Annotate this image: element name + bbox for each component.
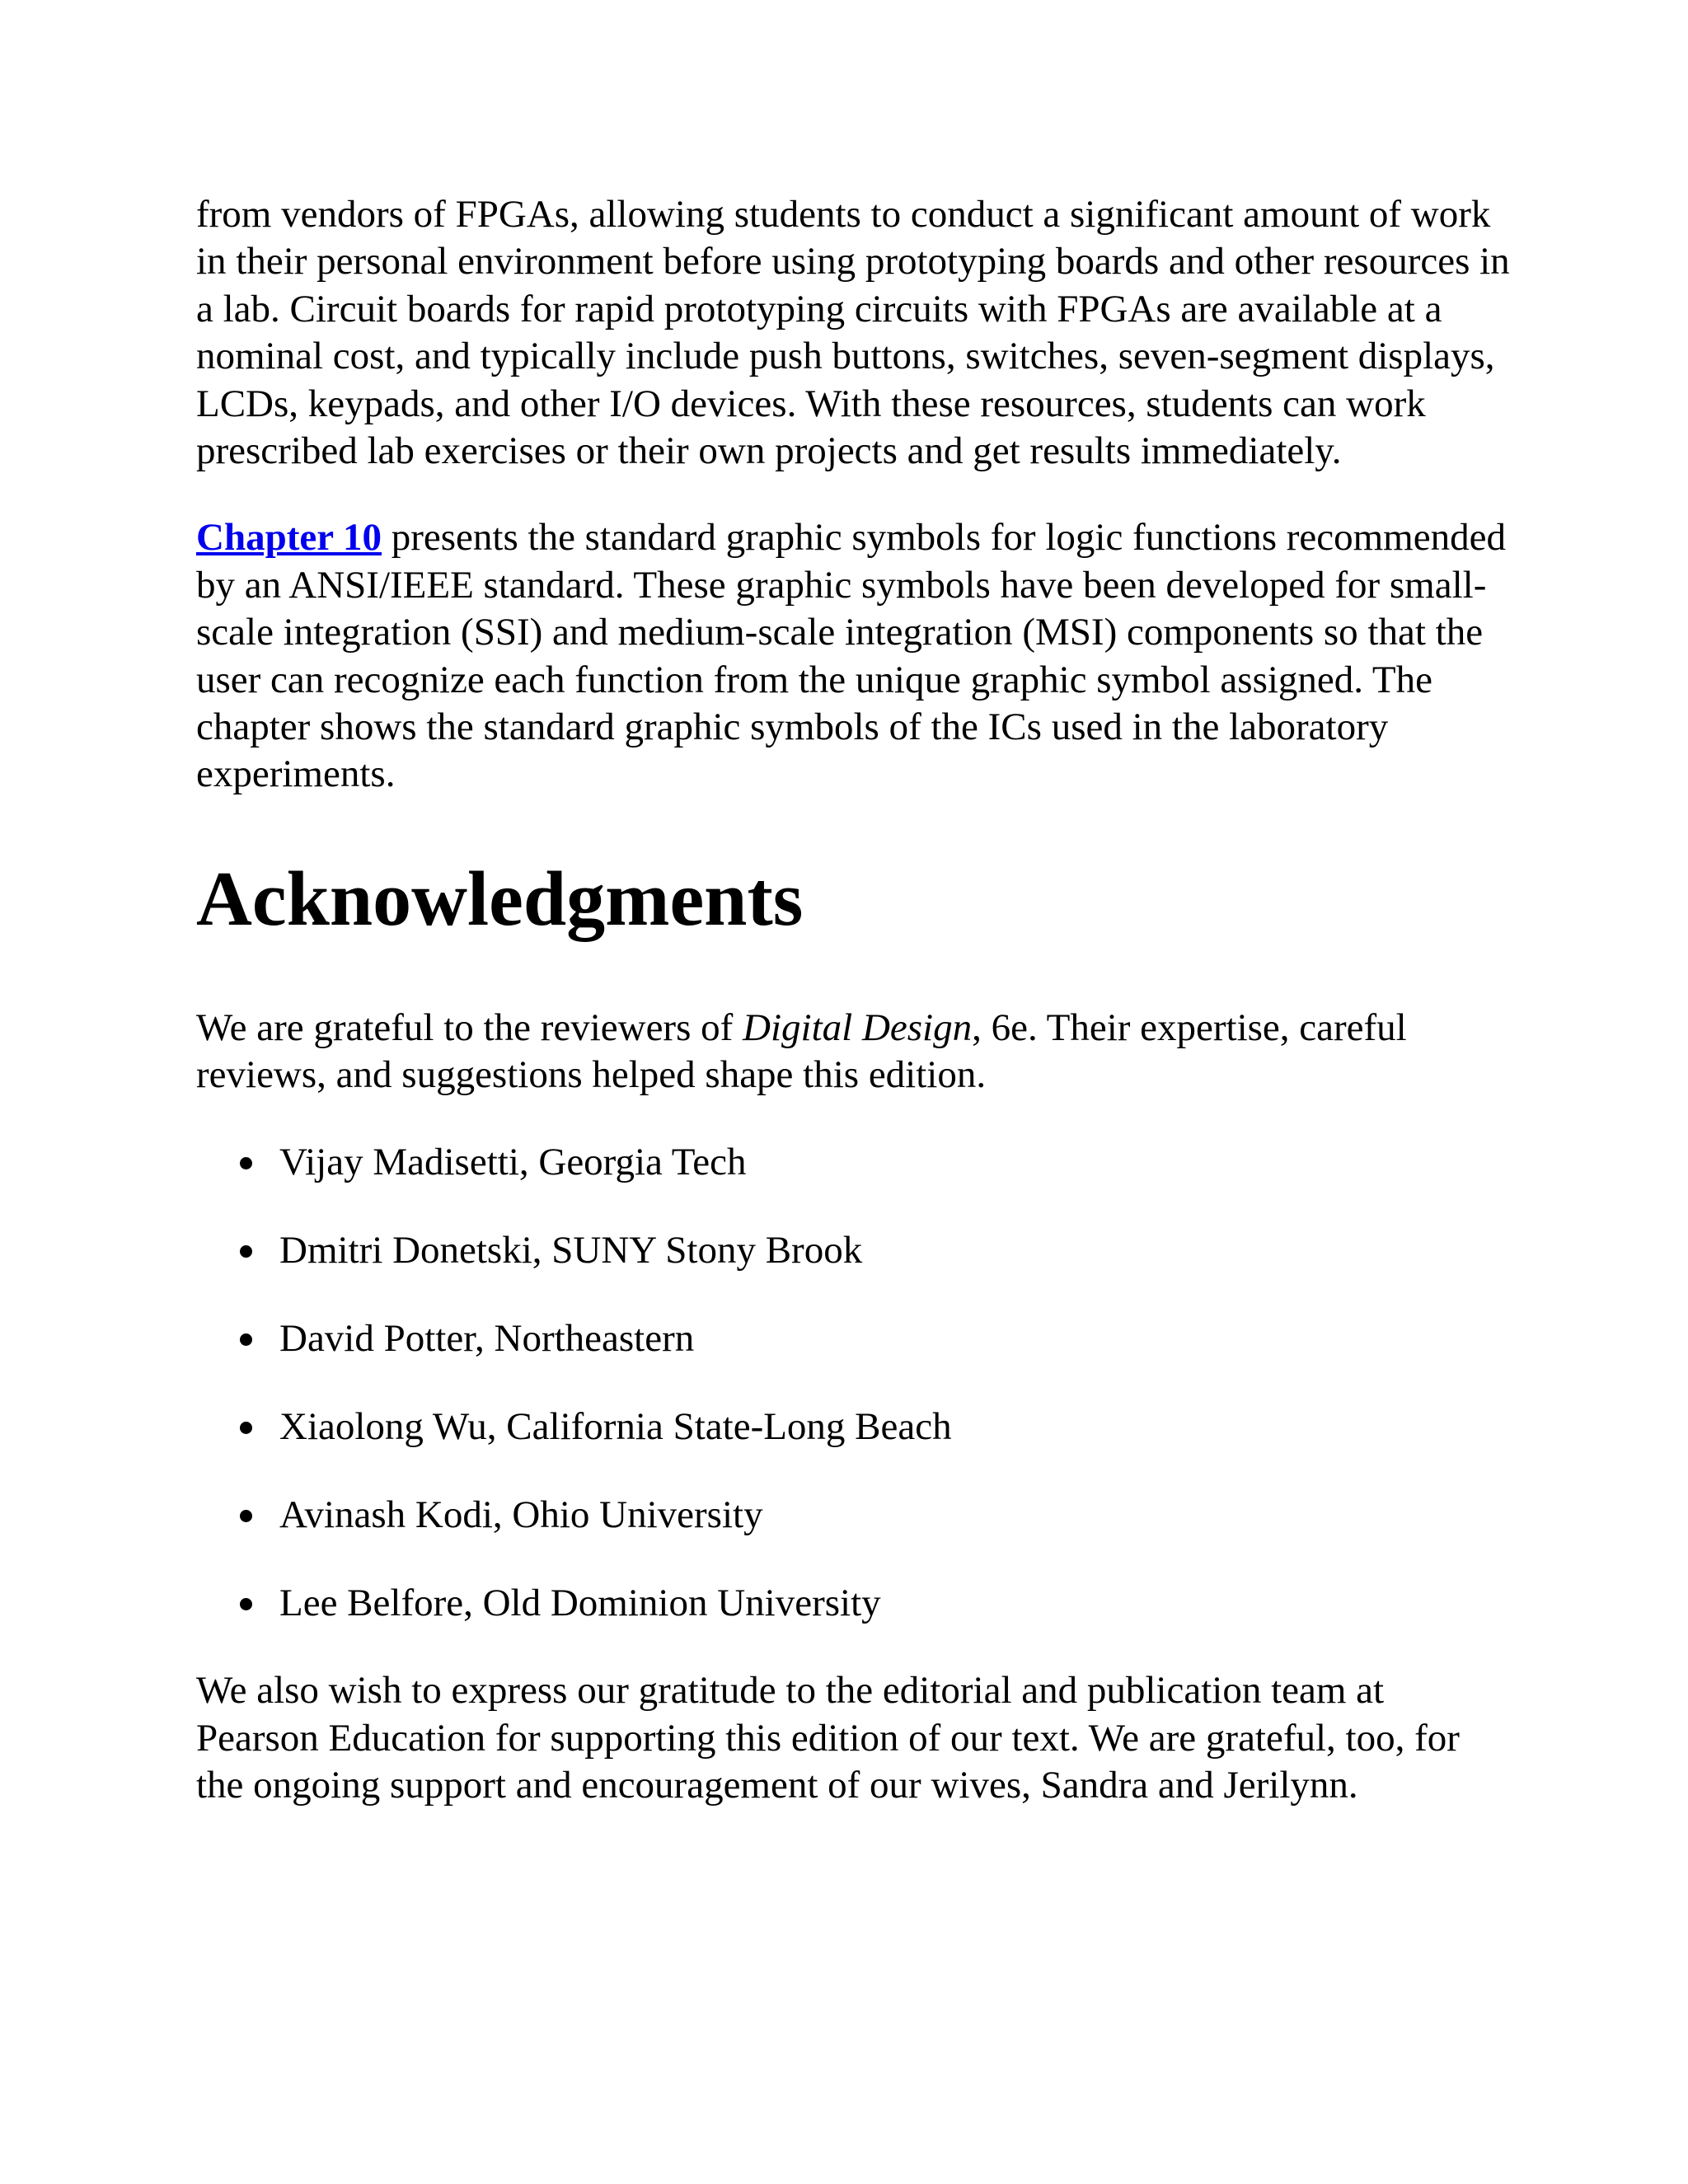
list-item: [196, 1139, 1515, 1186]
list-item: [196, 1404, 1515, 1451]
list-item: [196, 1315, 1515, 1362]
document-content: [196, 191, 1515, 1809]
paragraph-reviewers-intro: [196, 1005, 1515, 1099]
reviewer-name: David Potter, Northeastern: [279, 1316, 695, 1360]
acknowledgments-heading: Acknowledgments: [196, 855, 804, 942]
reviewer-name: Vijay Madisetti, Georgia Tech: [279, 1140, 747, 1183]
bullet-icon: [240, 1333, 252, 1346]
paragraph-gratitude: We also wish to express our gratitude to the editorial and publication team at Pearson Education for supporting this edition of our text. We are grateful, too, for the ongoing support and encouragement of our wives, Sandra and Jerilynn.: [196, 1669, 1460, 1807]
bullet-icon: [240, 1598, 252, 1610]
chapter-10-link[interactable]: Chapter 10: [196, 516, 382, 560]
list-item: [196, 1492, 1515, 1539]
bullet-icon: [240, 1510, 252, 1522]
bullet-icon: [240, 1422, 252, 1434]
reviewer-name: Avinash Kodi, Ohio University: [279, 1493, 763, 1536]
bullet-icon: [240, 1157, 252, 1169]
reviewer-name: Xiaolong Wu, California State-Long Beach: [279, 1404, 952, 1448]
reviewers-intro-before: We are grateful to the reviewers of: [196, 1005, 743, 1049]
list-item: [196, 1580, 1515, 1627]
paragraph-fpga-resources: from vendors of FPGAs, allowing students to conduct a significant amount of work in their personal environment before using prototyping boards and other resources in a lab. Circuit boards for rapid prototyping circuits with FPGAs are available at a nominal cost, and typically include push buttons, switches, seven-segment displays, LCDs, keypads, and other I/O devices. With these resources, students can work prescribed lab exercises or their own projects and get results immediately.: [196, 193, 1510, 473]
bullet-icon: [240, 1245, 252, 1258]
reviewer-name: Lee Belfore, Old Dominion University: [279, 1581, 881, 1624]
reviewers-list: [196, 1139, 1515, 1627]
reviewer-name: Dmitri Donetski, SUNY Stony Brook: [279, 1228, 863, 1272]
book-title: Digital Design: [743, 1005, 973, 1049]
reviewers-intro-after: , 6e. Their expertise, careful reviews, and suggestions helped shape this edition.: [196, 1005, 1407, 1097]
paragraph-chapter-10-text: presents the standard graphic symbols for logic functions recommended by an ANSI/IEEE standard. These graphic symbols have been developed for small-scale integration (SSI) and medium-scale integration (MSI) components so that the user can recognize each function from the unique graphic symbol assigned. The chapter shows the standard graphic symbols of the ICs used in the laboratory experiments.: [196, 516, 1506, 796]
list-item: [196, 1227, 1515, 1274]
paragraph-chapter-10: [196, 514, 1515, 798]
